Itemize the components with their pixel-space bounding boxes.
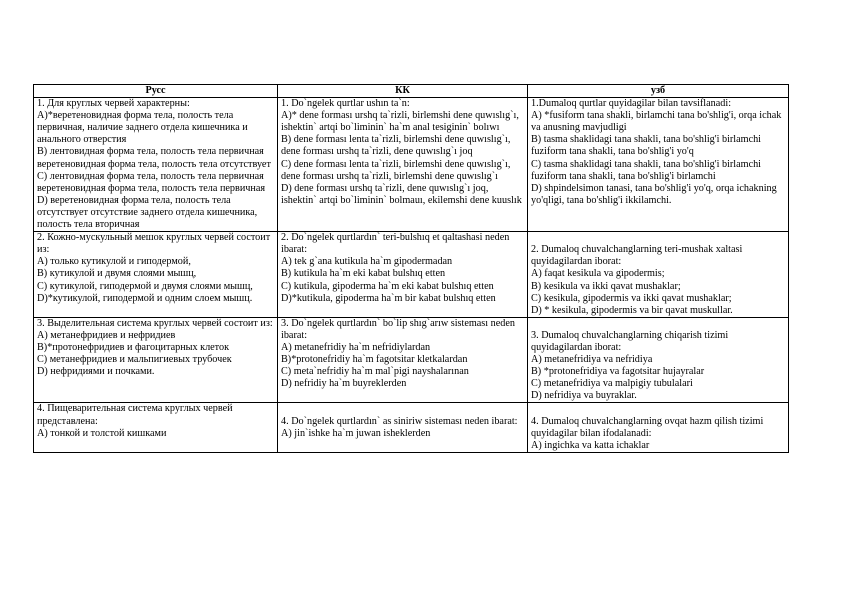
cell-karakalpak: [278, 232, 528, 318]
cell-line: 3. Do`ngelek qurtlardın` bo`lip shıg`arıw sisteması neden ibarat:: [281, 317, 515, 341]
cell-line: C) kutikula, gipoderma ha`m eki kabat bulshıq etten: [281, 280, 494, 292]
cell-line: А) метанефридиев и нефридиев: [37, 329, 176, 341]
cell-line: C) dene forması lenta ta`rizli, birlemshi dene quwıslıg`ı, dene forması urshq ta`rizli, birlemshi dene quwıslıg`ı: [281, 158, 511, 182]
cell-line: A) metanefridiya va nefridiya: [531, 354, 653, 366]
header-karakalpak: КК: [278, 85, 528, 98]
cell-line: 3. Выделительная система круглых червей состоит из:: [37, 317, 273, 329]
cell-line: C) kesikula, gipodermis va ikki qavat mushaklar;: [531, 292, 732, 304]
cell-uzbek: [528, 403, 789, 452]
cell-line: C) metanefridiya va malpigiy tubulalari: [531, 378, 693, 390]
cell-line: 3. Dumaloq chuvalchanglarning chiqarish tizimi quyidagilardan iborat:: [531, 329, 729, 353]
cell-line: A) *fusiform tana shakli, birlamchi tana bo'shlig'i, orqa ichak va anusning mavjudligi: [531, 110, 782, 134]
header-russian: Русс: [34, 85, 278, 98]
cell-line: C) meta`nefridiy ha`m mal`pigi nayshalarınan: [281, 366, 469, 378]
cell-line: [531, 318, 785, 330]
cell-line: 2. Кожно-мускульный мешок круглых червей состоит из:: [37, 232, 271, 256]
header-uzbek: узб: [528, 85, 789, 98]
cell-line: B) kutikula ha`m eki kabat bulshıq etten: [281, 268, 446, 280]
cell-line: 4. Do`ngelek qurtlardın` as siniriw sisteması neden ibarat:: [281, 415, 518, 427]
cell-line: D) nefridiy ha`m buyreklerden: [281, 378, 407, 390]
cell-line: B)*protonefridiy ha`m fagotsitar kletkalardan: [281, 354, 468, 366]
header-row: [34, 85, 789, 98]
cell-line: B) kesikula va ikki qavat mushaklar;: [531, 280, 681, 292]
cell-karakalpak: [278, 98, 528, 232]
cell-line: В)*протонефридиев и фагоцитарных клеток: [37, 341, 230, 353]
table-row: [34, 232, 789, 318]
cell-russian: [34, 232, 278, 318]
cell-line: [531, 232, 785, 244]
cell-karakalpak: [278, 403, 528, 452]
cell-line: [531, 403, 785, 415]
cell-line: A) metanefridiy ha`m nefridiylardan: [281, 341, 431, 353]
cell-line: B) dene forması lenta ta`rizli, birlemshi dene quwıslıg`ı, dene forması urshq ta`rizli, dene quwıslıg`ı joq: [281, 134, 511, 158]
cell-line: D) веретеновидная форма тела, полость тела отсутствует отсутствие заднего отдела кишечника, полость тела вторичная: [37, 194, 258, 231]
table-row: [34, 317, 789, 403]
cell-karakalpak: [278, 317, 528, 403]
cell-russian: [34, 317, 278, 403]
cell-russian: [34, 403, 278, 452]
cell-russian: [34, 98, 278, 232]
cell-line: B) *protonefridiya va fagotsitar hujayralar: [531, 366, 705, 378]
cell-line: D)*кутикулой, гиподермой и одним слоем мышц.: [37, 292, 253, 304]
cell-line: 2. Do`ngelek qurtlardın` teri-bulshıq et qaltashasi neden ibarat:: [281, 232, 510, 256]
cell-line: 1.Dumaloq qurtlar quyidagilar bilan tavsiflanadi:: [531, 98, 732, 110]
cell-line: C) tasma shaklidagi tana shakli, tana bo'shlig'i birlamchi fuziform tana shakli, tana bo'shlig'i birlamchi: [531, 158, 762, 182]
cell-line: А) только кутикулой и гиподермой,: [37, 256, 191, 268]
cell-line: В) кутикулой и двумя слоями мышц,: [37, 268, 197, 280]
cell-line: D)*kutikula, gipoderma ha`m bir kabat bulshıq etten: [281, 292, 496, 304]
cell-line: A) jin`ishke ha`m juwan isheklerden: [281, 427, 431, 439]
cell-line: D) * kesikula, gipodermis va bir qavat muskullar.: [531, 304, 733, 316]
cell-line: A)* dene forması urshq ta`rizli, birlemshi dene quwıslıg`ı, ishektin` artqi bo`liminin` ha`m anal tesiginin` bolıwı: [281, 110, 519, 134]
cell-line: 1. Для круглых червей характерны:: [37, 98, 190, 110]
cell-line: B) tasma shaklidagi tana shakli, tana bo'shlig'i birlamchi fuziform tana shakli, tana bo'shlig'i yo'q: [531, 134, 762, 158]
cell-uzbek: [528, 232, 789, 318]
cell-line: A) tek g`ana kutikula ha`m gipodermadan: [281, 256, 453, 268]
cell-line: [281, 403, 524, 415]
cell-line: 1. Do`ngelek qurtlar ushın ta`n:: [281, 98, 410, 110]
cell-line: В) лентовидная форма тела, полость тела первичная веретеновидная форма тела, полость тела отсутствует: [37, 146, 271, 170]
cell-line: 2. Dumaloq chuvalchanglarning teri-mushak xaltasi quyidagilardan iborat:: [531, 244, 743, 268]
cell-line: A) ingichka va katta ichaklar: [531, 439, 650, 451]
cell-line: D) нефридиями и почками.: [37, 366, 155, 378]
cell-line: С) метанефридиев и мальпигиевых трубочек: [37, 354, 232, 366]
cell-line: 4. Dumaloq chuvalchanglarning ovqat hazm qilish tizimi quyidagilar bilan ifodalanadi:: [531, 415, 764, 439]
table-row: [34, 98, 789, 232]
cell-line: D) dene forması urshq ta`rizli, dene quwıslıg`ı joq, ishektin` artqi bo`liminin` bolmauı, ekilemshi dene kuuslık: [281, 182, 522, 206]
cell-line: D) shpindelsimon tanasi, tana bo'shlig'i yo'q, orqa ichakning yo'qligi, tana bo'shlig'i ikkilamchi.: [531, 182, 777, 206]
cell-line: A) faqat kesikula va gipodermis;: [531, 268, 665, 280]
cell-line: 4. Пищеварительная система круглых червей представлена:: [37, 403, 233, 427]
cell-line: А)*веретеновидная форма тела, полость тела первичная, наличие заднего отдела кишечника и анального отверстия: [37, 110, 248, 146]
cell-line: С) кутикулой, гиподермой и двумя слоями мышц,: [37, 280, 253, 292]
cell-uzbek: [528, 98, 789, 232]
cell-uzbek: [528, 317, 789, 403]
cell-line: А) тонкой и толстой кишками: [37, 427, 167, 439]
table-row: [34, 403, 789, 452]
cell-line: D) nefridiya va buyraklar.: [531, 390, 637, 402]
cell-line: С) лентовидная форма тела, полость тела первичная веретеновидная форма тела, полость тела первичная: [37, 170, 266, 194]
translation-table: [33, 84, 789, 453]
